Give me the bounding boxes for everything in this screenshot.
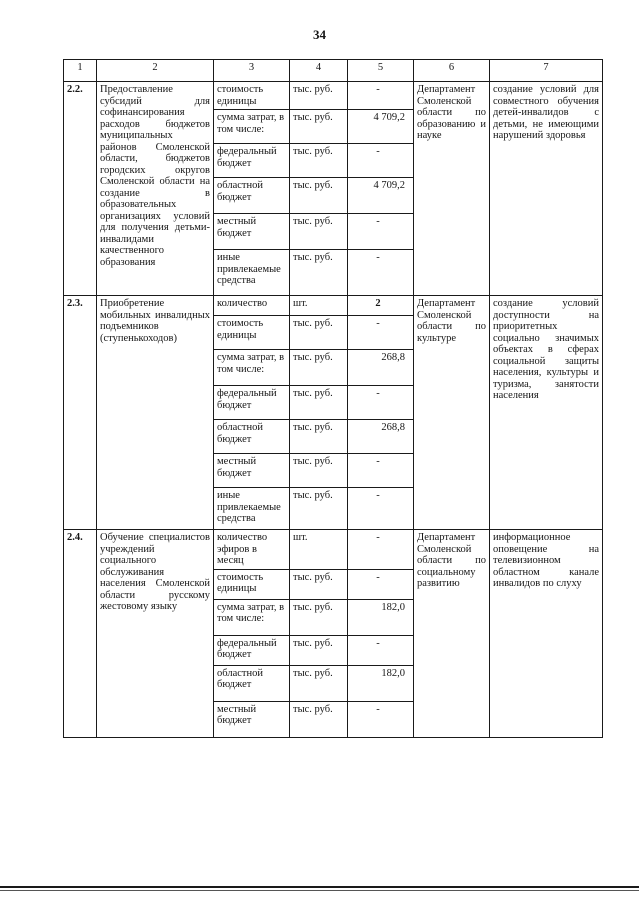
value-cell: 268,8 <box>348 420 414 454</box>
value-cell: 182,0 <box>348 665 414 701</box>
unit-cell: тыс. руб. <box>290 144 348 178</box>
value-cell: - <box>348 250 414 296</box>
indicator-cell: местный бюджет <box>214 454 290 488</box>
indicator-cell: стоимость единицы <box>214 569 290 599</box>
header-cell: 2 <box>97 60 214 82</box>
value-cell: - <box>348 316 414 350</box>
indicator-cell: сумма затрат, в том числе: <box>214 110 290 144</box>
unit-cell: тыс. руб. <box>290 665 348 701</box>
header-cell: 4 <box>290 60 348 82</box>
indicator-cell: федеральный бюджет <box>214 635 290 665</box>
header-cell: 5 <box>348 60 414 82</box>
header-cell: 6 <box>414 60 490 82</box>
unit-cell: тыс. руб. <box>290 599 348 635</box>
value-cell: 268,8 <box>348 350 414 386</box>
header-cell: 7 <box>490 60 603 82</box>
footer-rule-thin <box>0 890 639 891</box>
indicator-cell: количество эфиров в месяц <box>214 530 290 570</box>
footer-rule <box>0 886 639 888</box>
table-row <box>64 530 603 570</box>
unit-cell: тыс. руб. <box>290 350 348 386</box>
unit-cell: тыс. руб. <box>290 110 348 144</box>
value-cell: - <box>348 488 414 530</box>
value-cell: - <box>348 144 414 178</box>
header-cell: 3 <box>214 60 290 82</box>
indicator-cell: иные привлекаемые средства <box>214 488 290 530</box>
unit-cell: тыс. руб. <box>290 569 348 599</box>
unit-cell: тыс. руб. <box>290 701 348 737</box>
indicator-cell: количество <box>214 296 290 316</box>
value-cell: - <box>348 701 414 737</box>
department-cell: Департамент Смоленской области по образованию и науке <box>414 82 490 296</box>
value-cell: 4 709,2 <box>348 178 414 214</box>
unit-cell: тыс. руб. <box>290 316 348 350</box>
unit-cell: шт. <box>290 530 348 570</box>
result-cell: информационное оповещение на телевизионном областном канале инвалидов по слуху <box>490 530 603 738</box>
unit-cell: тыс. руб. <box>290 250 348 296</box>
section-number: 2.3. <box>64 296 97 530</box>
department-cell: Департамент Смоленской области по культуре <box>414 296 490 530</box>
table-row <box>64 82 603 110</box>
table-row <box>64 296 603 316</box>
indicator-cell: сумма затрат, в том числе: <box>214 599 290 635</box>
value-cell: - <box>348 386 414 420</box>
value-cell: - <box>348 82 414 110</box>
indicator-cell: иные привлекаемые средства <box>214 250 290 296</box>
indicator-cell: областной бюджет <box>214 178 290 214</box>
section-number: 2.4. <box>64 530 97 738</box>
value-cell: - <box>348 214 414 250</box>
indicator-cell: стоимость единицы <box>214 316 290 350</box>
result-cell: создание условий доступности на приоритетных социально значимых объектах в сферах социальной защиты населения, культуры и туризма, занятости населения <box>490 296 603 530</box>
measures-table <box>63 59 603 738</box>
unit-cell: тыс. руб. <box>290 635 348 665</box>
unit-cell: тыс. руб. <box>290 82 348 110</box>
unit-cell: тыс. руб. <box>290 178 348 214</box>
section-number: 2.2. <box>64 82 97 296</box>
indicator-cell: стоимость единицы <box>214 82 290 110</box>
section-title: Приобретение мобильных инвалидных подъемников (ступенькоходов) <box>97 296 214 530</box>
value-cell: 2 <box>348 296 414 316</box>
indicator-cell: федеральный бюджет <box>214 386 290 420</box>
value-cell: - <box>348 635 414 665</box>
indicator-cell: местный бюджет <box>214 214 290 250</box>
value-cell: - <box>348 569 414 599</box>
unit-cell: тыс. руб. <box>290 214 348 250</box>
indicator-cell: сумма затрат, в том числе: <box>214 350 290 386</box>
section-title: Обучение специалистов учреждений социального обслуживания населения Смоленской области русскому жестовому языку <box>97 530 214 738</box>
value-cell: 4 709,2 <box>348 110 414 144</box>
value-cell: 182,0 <box>348 599 414 635</box>
header-cell: 1 <box>64 60 97 82</box>
department-cell: Департамент Смоленской области по социальному развитию <box>414 530 490 738</box>
indicator-cell: областной бюджет <box>214 420 290 454</box>
section-title: Предоставление субсидий для софинансирования расходов бюджетов муниципальных районов Смоленской области, бюджетов городских округов Смоленской области на создание в образовательных организациях условий для получения детьми-инвалидами качественного образования <box>97 82 214 296</box>
unit-cell: тыс. руб. <box>290 420 348 454</box>
unit-cell: тыс. руб. <box>290 454 348 488</box>
indicator-cell: областной бюджет <box>214 665 290 701</box>
indicator-cell: местный бюджет <box>214 701 290 737</box>
header-row <box>64 60 603 82</box>
value-cell: - <box>348 454 414 488</box>
unit-cell: тыс. руб. <box>290 386 348 420</box>
unit-cell: тыс. руб. <box>290 488 348 530</box>
unit-cell: шт. <box>290 296 348 316</box>
result-cell: создание условий для совместного обучения детей-инвалидов с детьми, не имеющими нарушений здоровья <box>490 82 603 296</box>
indicator-cell: федеральный бюджет <box>214 144 290 178</box>
page-number: 34 <box>313 27 326 42</box>
value-cell: - <box>348 530 414 570</box>
